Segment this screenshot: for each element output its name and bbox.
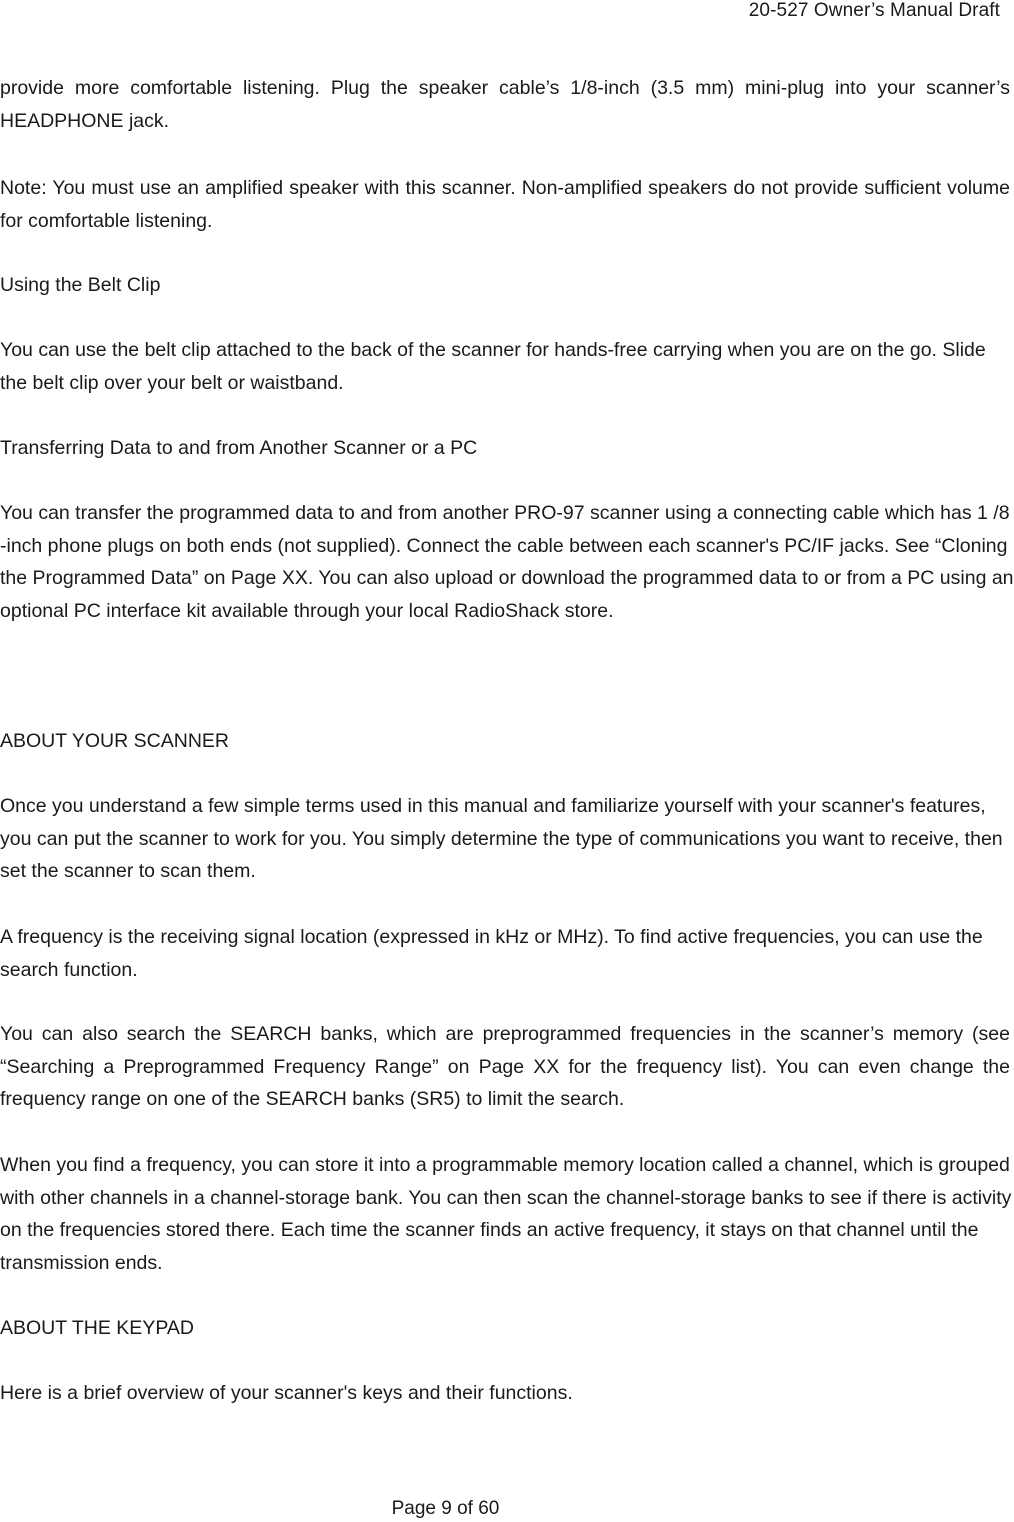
section-heading-about-the-keypad: ABOUT THE KEYPAD (0, 1317, 194, 1339)
paragraph-belt-clip: You can use the belt clip attached to the back of the scanner for hands-free carrying when you are on the go. Slide the belt clip over your belt or waistband. (0, 339, 986, 394)
paragraph-scanner-overview: Once you understand a few simple terms used in this manual and familiarize yourself with your scanner's features, you can put the scanner to work for you. You simply determine the type of communications you want to receive, then set the scanner to scan them. (0, 795, 1003, 883)
paragraph-amplified-speaker-note: Note: You must use an amplified speaker with this scanner. Non-amplified speakers do not provide sufficient volume for comfortable listening. (0, 177, 1010, 232)
section-heading-about-your-scanner: ABOUT YOUR SCANNER (0, 730, 229, 752)
paragraph-transferring-data: You can transfer the programmed data to and from another PRO-97 scanner using a connecting cable which has 1 /8 -inch phone plugs on both ends (not supplied). Connect the cable between each scanner's PC/IF jacks. See “Cloning the Programmed Data” on Page XX. You can also upload or download the programmed data to or from a PC using an optional PC interface kit available through your local RadioShack store. (0, 502, 1014, 623)
paragraph-frequency-definition: A frequency is the receiving signal location (expressed in kHz or MHz). To find active frequencies, you can use the search function. (0, 926, 983, 981)
section-heading-transferring-data: Transferring Data to and from Another Scanner or a PC (0, 437, 478, 459)
paragraph-speaker-plug: provide more comfortable listening. Plug the speaker cable’s 1/8-inch (3.5 mm) mini-plug into your scanner’s HEADPHONE jack. (0, 77, 1010, 132)
section-heading-belt-clip: Using the Belt Clip (0, 274, 161, 296)
paragraph-channel-storage: When you find a frequency, you can store it into a programmable memory location called a channel, which is grouped with other channels in a channel-storage bank. You can then scan the channel-storage banks to see if there is activity on the frequencies stored there. Each time the scanner finds an active frequency, it stays on that channel until the transmission ends. (0, 1154, 1012, 1275)
paragraph-keypad-overview: Here is a brief overview of your scanner's keys and their functions. (0, 1382, 573, 1404)
running-header: 20-527 Owner’s Manual Draft (748, 0, 1000, 21)
page-number: Page 9 of 60 (391, 1498, 500, 1519)
paragraph-search-banks: You can also search the SEARCH banks, which are preprogrammed frequencies in the scanner’s memory (see “Searching a Preprogrammed Frequency Range” on Page XX for the frequency list). You can even change the frequency range on one of the SEARCH banks (SR5) to limit the search. (0, 1023, 1010, 1111)
